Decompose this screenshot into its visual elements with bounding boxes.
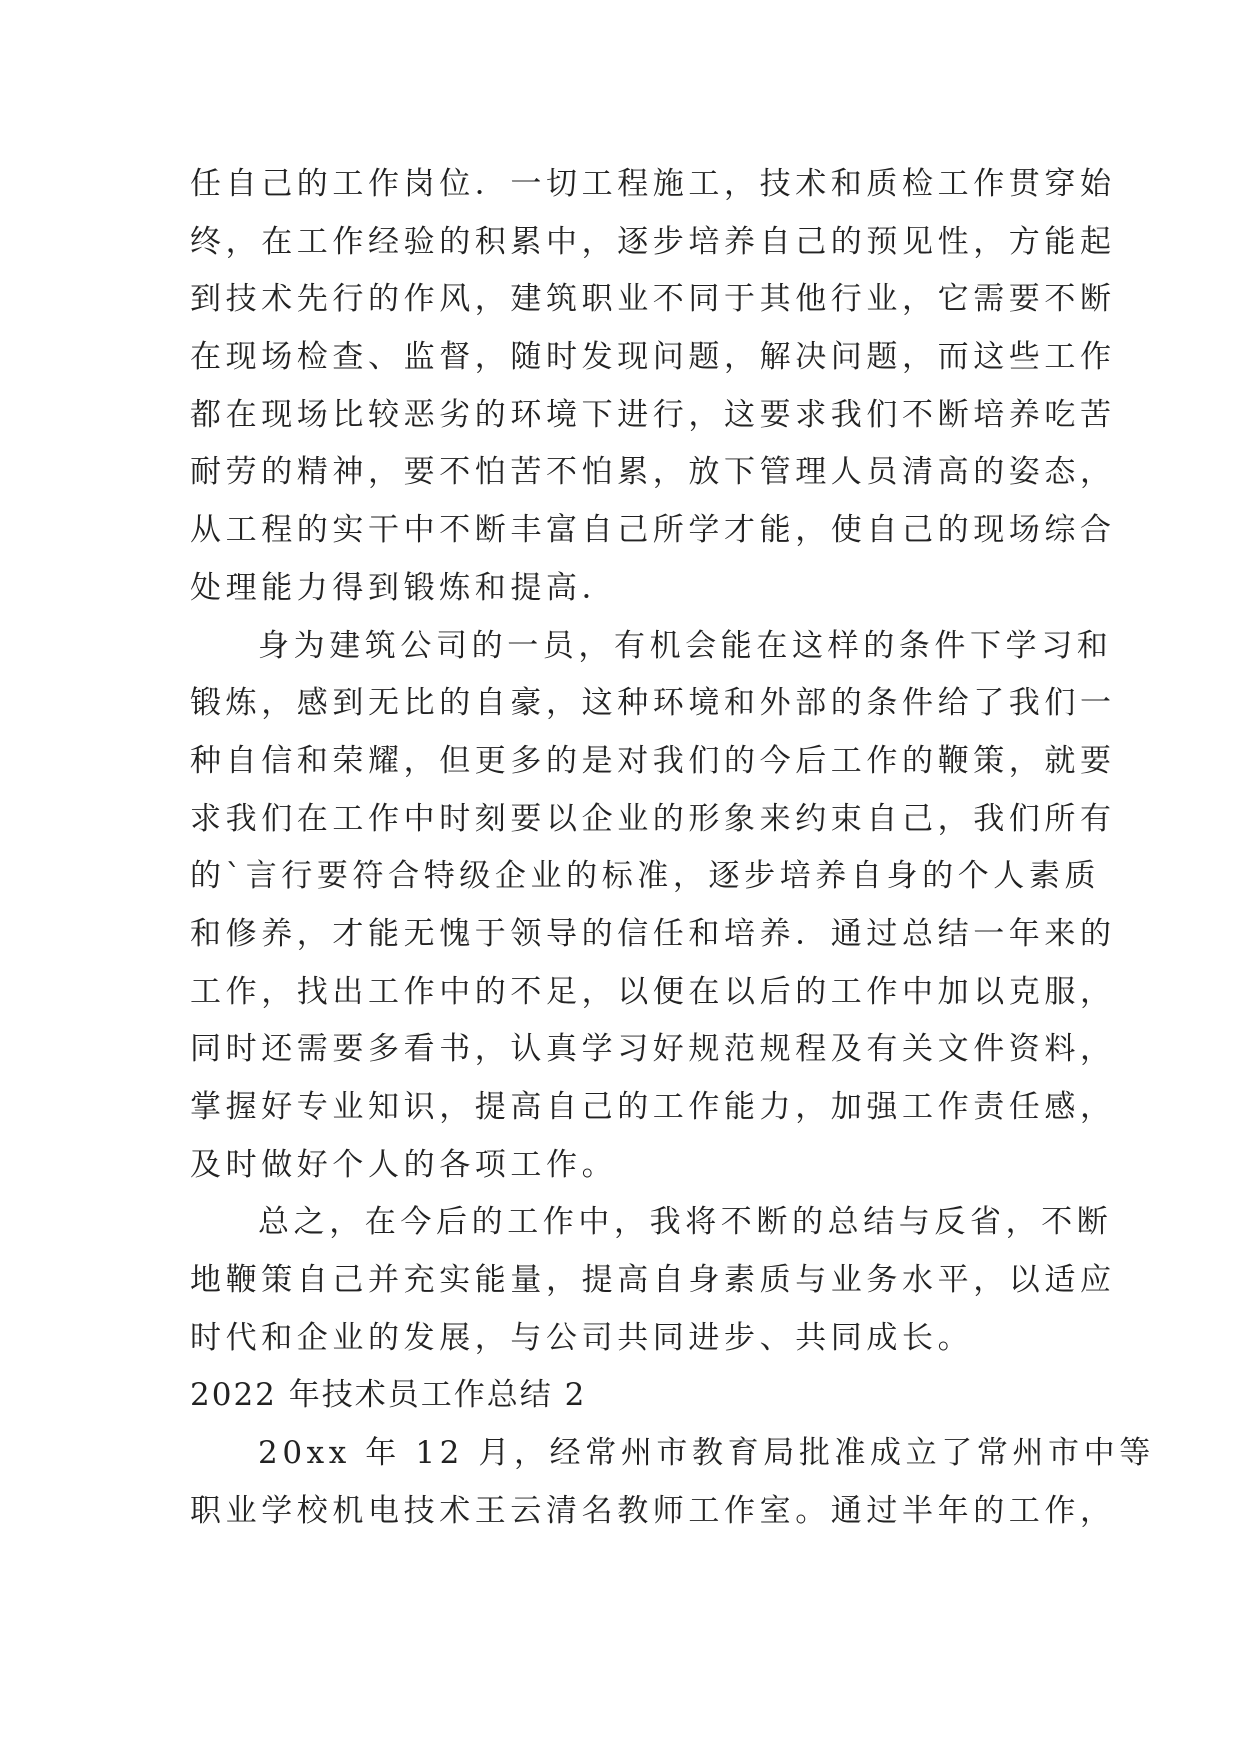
text-line: 终，在工作经验的积累中，逐步培养自己的预见性，方能起: [190, 223, 1116, 260]
text-line: 掌握好专业知识，提高自己的工作能力，加强工作责任感，: [190, 1089, 1116, 1125]
text-line: 处理能力得到锻炼和提高．: [190, 569, 618, 606]
text-line: 和修养，才能无愧于领导的信任和培养．通过总结一年来的: [190, 915, 1116, 952]
text-line: 及时做好个人的各项工作。: [190, 1146, 618, 1183]
text-line: 种自信和荣耀，但更多的是对我们的今后工作的鞭策，就要: [190, 742, 1116, 779]
text-line: 都在现场比较恶劣的环境下进行，这要求我们不断培养吃苦: [190, 396, 1116, 433]
text-line: 到技术先行的作风，建筑职业不同于其他行业，它需要不断: [190, 281, 1116, 318]
text-line: 总之，在今后的工作中，我将不断的总结与反省，不断: [258, 1204, 1113, 1241]
text-line: 地鞭策自己并充实能量，提高自身素质与业务水平，以适应: [190, 1262, 1116, 1299]
document-body: [190, 156, 1155, 1541]
text-line: 耐劳的精神，要不怕苦不怕累，放下管理人员清高的姿态，: [190, 454, 1116, 491]
text-line: 职业学校机电技术王云清名教师工作室。通过半年的工作，: [190, 1492, 1116, 1529]
text-line: 时代和企业的发展，与公司共同进步、共同成长。: [190, 1319, 974, 1356]
text-line: 任自己的工作岗位．一切工程施工，技术和质检工作贯穿始: [190, 166, 1116, 202]
text-line: 身为建筑公司的一员，有机会能在这样的条件下学习和: [258, 627, 1113, 664]
text-line: 锻炼，感到无比的自豪，这种环境和外部的条件给了我们一: [190, 685, 1116, 722]
text-line: 的`言行要符合特级企业的标准，逐步培养自身的个人素质: [190, 858, 1101, 895]
section-heading: 2022 年技术员工作总结 2: [190, 1377, 587, 1414]
text-line: 求我们在工作中时刻要以企业的形象来约束自己，我们所有: [190, 800, 1116, 837]
text-line: 在现场检查、监督，随时发现问题，解决问题，而这些工作: [190, 339, 1116, 376]
text-line: 从工程的实干中不断丰富自己所学才能，使自己的现场综合: [190, 512, 1116, 549]
text-line: 工作，找出工作中的不足，以便在以后的工作中加以克服，: [190, 973, 1116, 1010]
text-line: 20xx 年 12 月，经常州市教育局批准成立了常州市中等: [258, 1435, 1155, 1472]
text-line: 同时还需要多看书，认真学习好规范规程及有关文件资料，: [190, 1031, 1116, 1068]
